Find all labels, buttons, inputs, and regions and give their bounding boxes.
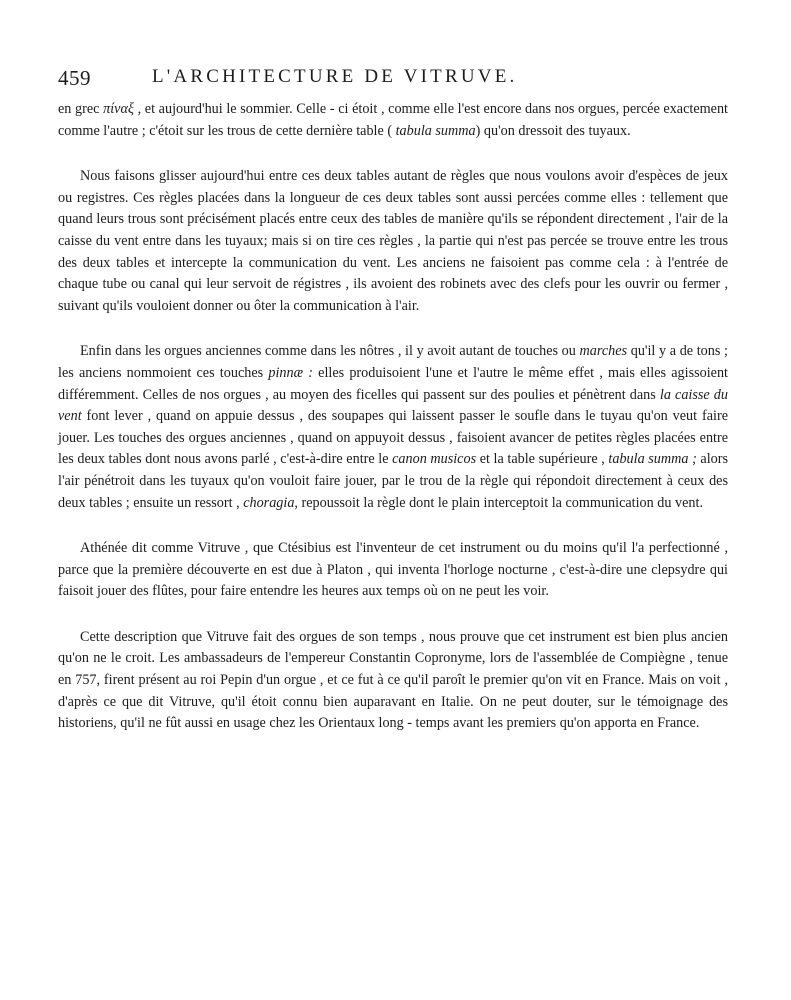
italic-term: canon musicos <box>392 451 477 468</box>
italic-term: choragia <box>243 494 295 511</box>
text-run: elles produisoient l'une et l'autre le même effet , mais elles agissoient différemment. Celles de nos orgues , au moyen des ficelles qui passent sur des poulies et pénètrent dans <box>58 364 728 403</box>
paragraph <box>58 538 728 603</box>
text-run: et la table supérieure , <box>476 451 609 468</box>
paragraph <box>58 99 728 142</box>
page-header <box>58 62 730 96</box>
italic-term: la caisse du vent <box>58 386 728 425</box>
text-run: font lever , quand on appuie dessus , des soupapes qui laissent passer le soufle dans le tuyau qu'on veut faire jouer. Les touches des orgues anciennes , quand on appuyoit dessus , faisoient avancer de petites règles placées entre les deux tables dont nous avons parlé , c'est-à-dire entre le <box>58 408 728 468</box>
page-number: 459 <box>58 66 91 90</box>
paragraph <box>58 341 728 514</box>
text-run: Athénée dit comme Vitruve , que Ctésibius est l'inventeur de cet instrument ou du moins qu'il l'a perfectionné , parce que la première découverte en est due à Platon , qui inventa l'horloge nocturne , c'est-à-dire une clepsydre qui faisoit jouer des flûtes, pour faire entendre les heures aux temps où on ne peut les voir. <box>58 540 728 600</box>
body-text <box>58 99 728 759</box>
italic-term: tabula summa <box>395 122 476 139</box>
running-title: L'ARCHITECTURE DE VITRUVE. <box>152 66 518 87</box>
italic-term: pinnæ : <box>268 364 313 381</box>
text-run: Cette description que Vitruve fait des orgues de son temps , nous prouve que cet instrument est bien plus ancien qu'on ne le croit. Les ambassadeurs de l'empereur Constantin Copronyme, lors de l'assemblée de Compiègne , tenue en 757, firent présent au roi Pepin d'un orgue , et ce fut à ce qu'il paroît le premier qu'on vit en France. Mais on voit , d'après ce que dit Vitruve, qu'il étoit connu bien auparavant en Italie. On ne peut douter, sur le témoignage des historiens, qu'il ne fût aussi en usage chez les Orientaux long - temps avant les premiers qu'on apporta en France. <box>58 628 728 732</box>
text-run: , et aujourd'hui le sommier. Celle - ci étoit , comme elle l'est encore dans nos orgues, percée exactement comme l'autre ; c'étoit sur les trous de cette dernière table ( <box>58 101 728 139</box>
paragraph <box>58 166 728 317</box>
italic-term: tabula summa ; <box>608 451 697 468</box>
text-run: ) qu'on dressoit des tuyaux. <box>475 122 631 139</box>
text-run: Nous faisons glisser aujourd'hui entre ces deux tables autant de règles que nous voulons avoir d'espèces de jeux ou registres. Ces règles placées dans la longueur de ces deux tables sont aussi percées comme elles : tellement que quand leurs trous sont précisément placés entre ceux des tables de manière qu'ils se répondent directement , l'air de la caisse du vent entre dans les tuyaux; mais si on tire ces règles , la partie qui n'est pas percée se trouve entre les trous des deux tables et intercepte la communication du vent. Les anciens ne faisoient pas comme cela : à l'entrée de chaque tube ou canal qui leur servoit de régistres , ils avoient des robinets avec des clefs pour les ouvrir ou fermer , suivant qu'ils vouloient donner ou ôter la communication à l'air. <box>58 168 728 314</box>
text-run: Enfin dans les orgues anciennes comme dans les nôtres , il y avoit autant de touches ou <box>80 343 580 360</box>
text-run: alors l'air pénétroit dans les tuyaux qu'on vouloit faire jouer, par le trou de la règle qui répondoit directement à ceux des deux tables ; ensuite un ressort , <box>58 451 728 511</box>
text-run: qu'il y a de tons ; les anciens nommoient ces touches <box>58 343 728 381</box>
italic-term: πίναξ <box>103 101 134 117</box>
italic-term: marches <box>579 343 628 360</box>
text-run: en grec <box>58 101 104 117</box>
paragraph <box>58 627 728 735</box>
text-run: , repoussoit la règle dont le plain interceptoit la communication du vent. <box>294 494 703 511</box>
